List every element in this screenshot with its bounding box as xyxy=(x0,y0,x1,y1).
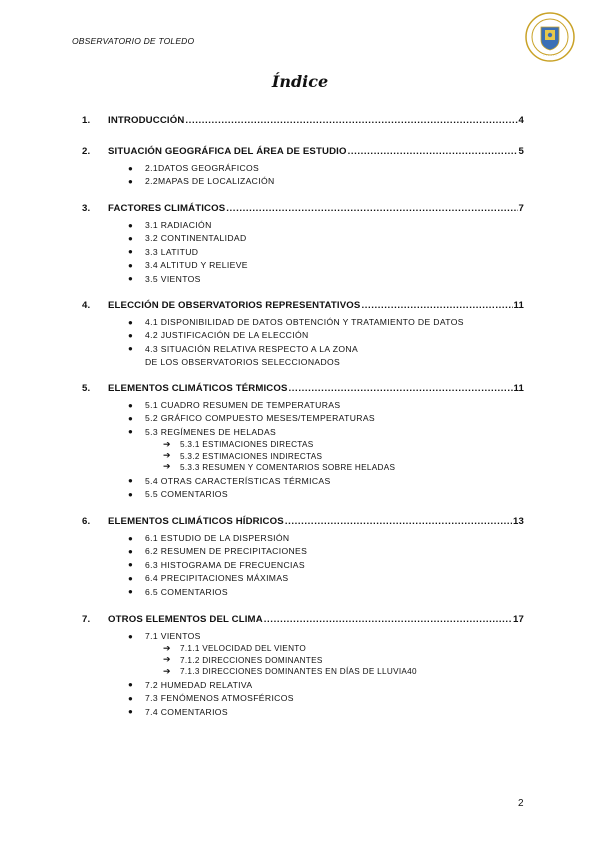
bullet-icon: ● xyxy=(128,344,133,354)
section-number: 3. xyxy=(82,203,91,214)
arrow-right-icon: ➔ xyxy=(163,654,171,665)
section-number: 2. xyxy=(82,146,91,157)
toc-item-continued: DE LOS OBSERVATORIOS SELECCIONADOS xyxy=(145,357,341,368)
page-number: 2 xyxy=(518,798,524,809)
bullet-icon: ● xyxy=(128,233,133,243)
toc-item: 6.3 HISTOGRAMA DE FRECUENCIAS xyxy=(145,559,305,570)
section-page-number: 7 xyxy=(518,203,524,214)
bullet-icon: ● xyxy=(128,631,133,641)
toc-section-row[interactable] xyxy=(82,115,524,126)
toc-item: 6.4 PRECIPITACIONES MÁXIMAS xyxy=(145,573,289,584)
toc-subitem: 7.1.2 DIRECCIONES DOMINANTES xyxy=(180,655,323,665)
dot-leader xyxy=(185,115,517,126)
section-title: OTROS ELEMENTOS DEL CLIMA xyxy=(108,614,263,625)
toc-section-row[interactable] xyxy=(82,383,524,394)
section-number: 5. xyxy=(82,383,91,394)
bullet-icon: ● xyxy=(128,693,133,703)
toc-item: 2.1DATOS GEOGRÁFICOS xyxy=(145,163,260,173)
toc-item: 4.1 DISPONIBILIDAD DE DATOS OBTENCIÓN Y TRATAMIENTO DE DATOS xyxy=(145,317,464,327)
toc-section-row[interactable] xyxy=(82,300,524,311)
toc-subitem: 7.1.1 VELOCIDAD DEL VIENTO xyxy=(180,644,307,654)
bullet-icon: ● xyxy=(128,560,133,570)
arrow-right-icon: ➔ xyxy=(163,461,171,472)
section-title: INTRODUCCIÓN xyxy=(108,115,185,126)
dot-leader xyxy=(361,300,512,311)
toc-item: 7.2 HUMEDAD RELATIVA xyxy=(145,679,253,690)
bullet-icon: ● xyxy=(128,163,133,173)
dot-leader xyxy=(264,614,512,625)
toc-item: 5.5 COMENTARIOS xyxy=(145,489,228,499)
toc-item: 5.1 CUADRO RESUMEN DE TEMPERATURAS xyxy=(145,400,341,410)
toc-item: 3.3 LATITUD xyxy=(145,246,199,257)
arrow-right-icon: ➔ xyxy=(163,642,171,653)
section-title: ELECCIÓN DE OBSERVATORIOS REPRESENTATIVOS xyxy=(108,300,361,311)
bullet-icon: ● xyxy=(128,247,133,257)
dot-leader xyxy=(289,383,513,394)
toc-subitem: 5.3.3 RESUMEN Y COMENTARIOS SOBRE HELADAS xyxy=(180,462,396,472)
section-page-number: 11 xyxy=(513,300,524,311)
bullet-icon: ● xyxy=(128,533,133,543)
toc-subitem: 5.3.2 ESTIMACIONES INDIRECTAS xyxy=(180,451,323,461)
bullet-icon: ● xyxy=(128,400,133,410)
section-title: SITUACIÓN GEOGRÁFICA DEL ÁREA DE ESTUDIO xyxy=(108,146,347,157)
section-page-number: 17 xyxy=(513,614,524,625)
section-number: 6. xyxy=(82,516,91,527)
toc-item: 7.1 VIENTOS xyxy=(145,631,201,641)
university-seal-icon xyxy=(525,12,575,62)
toc-section-row[interactable] xyxy=(82,146,524,157)
toc-item: 5.3 REGÍMENES DE HELADAS xyxy=(145,426,277,437)
toc-item: 7.3 FENÓMENOS ATMOSFÉRICOS xyxy=(145,693,294,704)
toc-item: 4.3 SITUACIÓN RELATIVA RESPECTO A LA ZONA xyxy=(145,343,359,354)
toc-section-row[interactable] xyxy=(82,203,524,214)
section-number: 4. xyxy=(82,300,91,311)
section-title: FACTORES CLIMÁTICOS xyxy=(108,203,226,214)
dot-leader xyxy=(285,516,512,527)
svg-text:· · · · · ·: · · · · · · xyxy=(543,53,557,58)
toc-item: 6.2 RESUMEN DE PRECIPITACIONES xyxy=(145,546,308,557)
toc-item: 2.2MAPAS DE LOCALIZACIÓN xyxy=(145,176,275,187)
toc-item: 3.5 VIENTOS xyxy=(145,273,201,284)
toc-item: 3.1 RADIACIÓN xyxy=(145,220,212,230)
bullet-icon: ● xyxy=(128,587,133,597)
bullet-icon: ● xyxy=(128,317,133,327)
dot-leader xyxy=(348,146,518,157)
bullet-icon: ● xyxy=(128,176,133,186)
toc-section-row[interactable] xyxy=(82,516,524,527)
bullet-icon: ● xyxy=(128,427,133,437)
bullet-icon: ● xyxy=(128,220,133,230)
toc-item: 5.4 OTRAS CARACTERÍSTICAS TÉRMICAS xyxy=(145,475,331,486)
arrow-right-icon: ➔ xyxy=(163,665,171,676)
toc-subitem: 5.3.1 ESTIMACIONES DIRECTAS xyxy=(180,440,314,450)
toc-item: 3.4 ALTITUD Y RELIEVE xyxy=(145,260,248,271)
bullet-icon: ● xyxy=(128,274,133,284)
section-page-number: 5 xyxy=(518,146,524,157)
bullet-icon: ● xyxy=(128,413,133,423)
section-page-number: 13 xyxy=(513,516,524,527)
bullet-icon: ● xyxy=(128,546,133,556)
bullet-icon: ● xyxy=(128,260,133,270)
toc-item: 6.5 COMENTARIOS xyxy=(145,586,228,597)
arrow-right-icon: ➔ xyxy=(163,450,171,460)
bullet-icon: ● xyxy=(128,707,133,717)
section-number: 1. xyxy=(82,115,91,126)
section-page-number: 4 xyxy=(518,115,524,126)
section-number: 7. xyxy=(82,614,91,625)
toc-section-row[interactable] xyxy=(82,614,524,625)
section-title: ELEMENTOS CLIMÁTICOS HÍDRICOS xyxy=(108,516,284,527)
section-page-number: 11 xyxy=(513,383,524,394)
toc-item: 6.1 ESTUDIO DE LA DISPERSIÓN xyxy=(145,533,290,543)
bullet-icon: ● xyxy=(128,476,133,486)
header-org: OBSERVATORIO DE TOLEDO xyxy=(72,36,195,46)
toc-item: 5.2 GRÁFICO COMPUESTO MESES/TEMPERATURAS xyxy=(145,413,375,424)
arrow-right-icon: ➔ xyxy=(163,438,171,449)
bullet-icon: ● xyxy=(128,330,133,340)
bullet-icon: ● xyxy=(128,680,133,690)
toc-item: 4.2 JUSTIFICACIÓN DE LA ELECCIÓN xyxy=(145,330,309,341)
toc-item: 3.2 CONTINENTALIDAD xyxy=(145,233,247,244)
toc-item: 7.4 COMENTARIOS xyxy=(145,706,228,717)
section-title: ELEMENTOS CLIMÁTICOS TÉRMICOS xyxy=(108,383,288,394)
bullet-icon: ● xyxy=(128,573,133,583)
page-title: Índice xyxy=(271,72,329,91)
bullet-icon: ● xyxy=(128,489,133,499)
toc-subitem: 7.1.3 DIRECCIONES DOMINANTES EN DÍAS DE LLUVIA40 xyxy=(180,667,417,676)
dot-leader xyxy=(226,203,517,214)
